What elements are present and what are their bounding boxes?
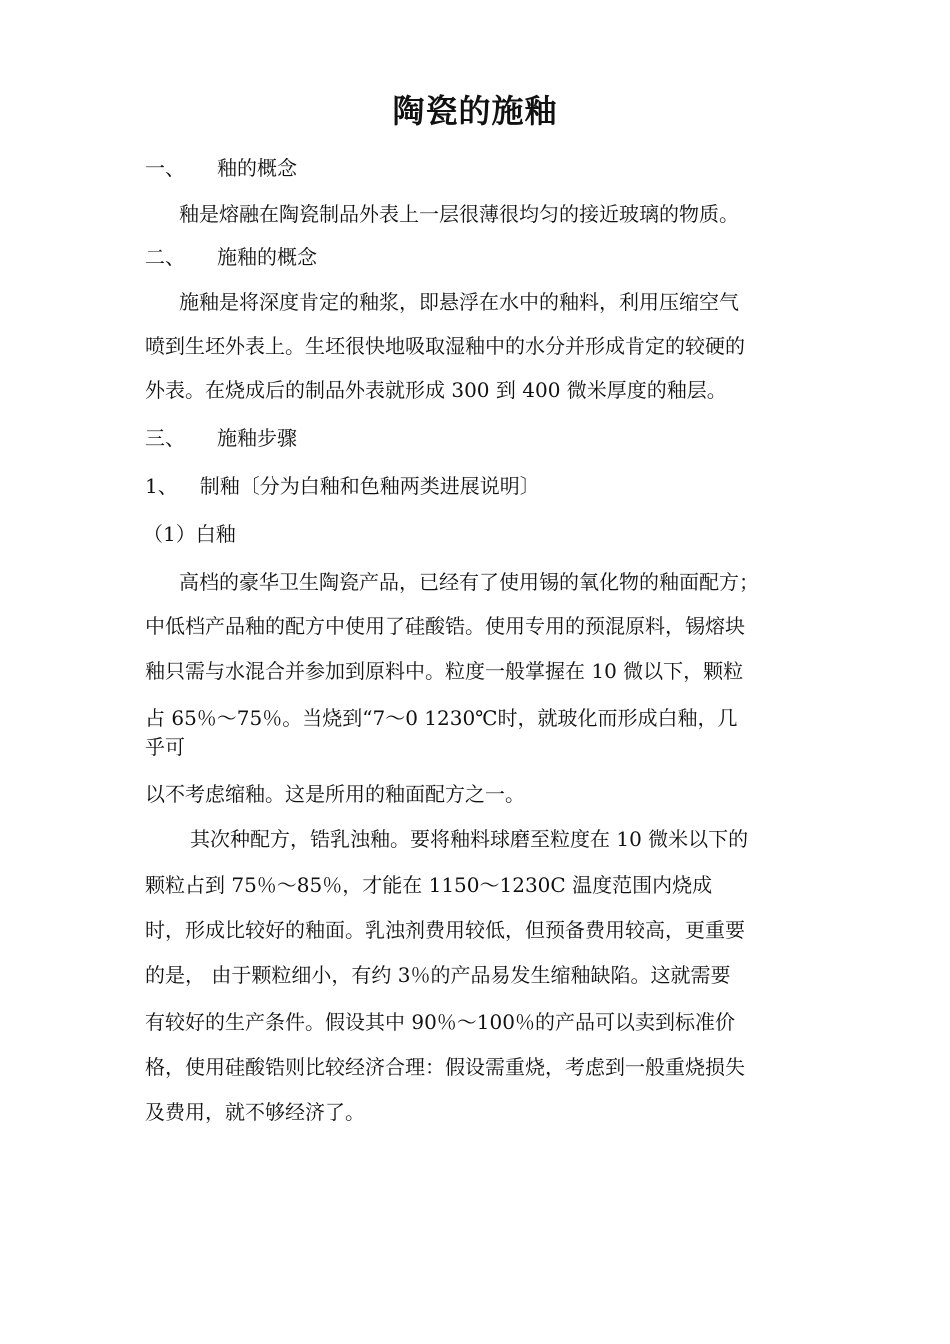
section-3-number: 三、 [145, 426, 185, 450]
section-3-heading [145, 424, 297, 452]
section-2-number: 二、 [145, 245, 185, 269]
document-title: 陶瓷的施釉 [392, 92, 558, 130]
section-1-number: 一、 [145, 156, 185, 180]
white-glaze-line-4: 占 65％～75％。当烧到“7～0 1230℃时，就玻化而形成白釉，几 [145, 706, 738, 730]
subsection-1-heading [145, 472, 540, 500]
subsection-1-number: 1、 [145, 474, 178, 498]
white-glaze-line-3: 釉只需与水混合并参加到原料中。粒度一般掌握在 10 微以下，颗粒 [145, 659, 744, 683]
white-glaze-line-2: 中低档产品釉的配方中使用了硅酸锆。使用专用的预混原料，锡熔块 [145, 614, 745, 638]
section-2-line-3: 外表。在烧成后的制品外表就形成 300 到 400 微米厚度的釉层。 [145, 378, 727, 402]
zircon-glaze-line-7: 及费用，就不够经济了。 [145, 1100, 365, 1124]
section-1-paragraph: 釉是熔融在陶瓷制品外表上一层很薄很均匀的接近玻璃的物质。 [179, 202, 739, 226]
zircon-glaze-line-1: 其次种配方，锆乳浊釉。要将釉料球磨至粒度在 10 微米以下的 [190, 827, 749, 851]
zircon-glaze-line-4: 的是， 由于颗粒细小，有约 3％的产品易发生缩釉缺陷。这就需要 [145, 963, 731, 987]
zircon-glaze-line-3: 时，形成比较好的釉面。乳浊剂费用较低，但预备费用较高，更重要 [145, 918, 745, 942]
section-2-line-2: 喷到生坯外表上。生坯很快地吸取湿釉中的水分并形成肯定的较硬的 [145, 334, 745, 358]
subsection-1-title: 制釉〔分为白釉和色釉两类进展说明〕 [199, 474, 540, 498]
zircon-glaze-line-2: 颗粒占到 75％～85％，才能在 1150～1230C 温度范围内烧成 [145, 873, 713, 897]
section-1-heading [145, 154, 297, 182]
subsection-white-glaze-heading: （1）白釉 [143, 522, 236, 546]
zircon-glaze-line-6: 格，使用硅酸锆则比较经济合理：假设需重烧，考虑到一般重烧损失 [145, 1055, 745, 1079]
white-glaze-line-5: 乎可 [145, 735, 185, 759]
white-glaze-line-1: 高档的豪华卫生陶瓷产品，已经有了使用锡的氧化物的釉面配方； [179, 570, 759, 594]
section-2-line-1: 施釉是将深度肯定的釉浆，即悬浮在水中的釉料，利用压缩空气 [179, 290, 739, 314]
section-3-title: 施釉步骤 [217, 426, 297, 450]
section-1-title: 釉的概念 [217, 156, 297, 180]
zircon-glaze-line-5: 有较好的生产条件。假设其中 90％～100％的产品可以卖到标准价 [145, 1010, 735, 1034]
section-2-title: 施釉的概念 [217, 245, 317, 269]
section-2-heading [145, 243, 317, 271]
white-glaze-line-6: 以不考虑缩釉。这是所用的釉面配方之一。 [145, 782, 525, 806]
